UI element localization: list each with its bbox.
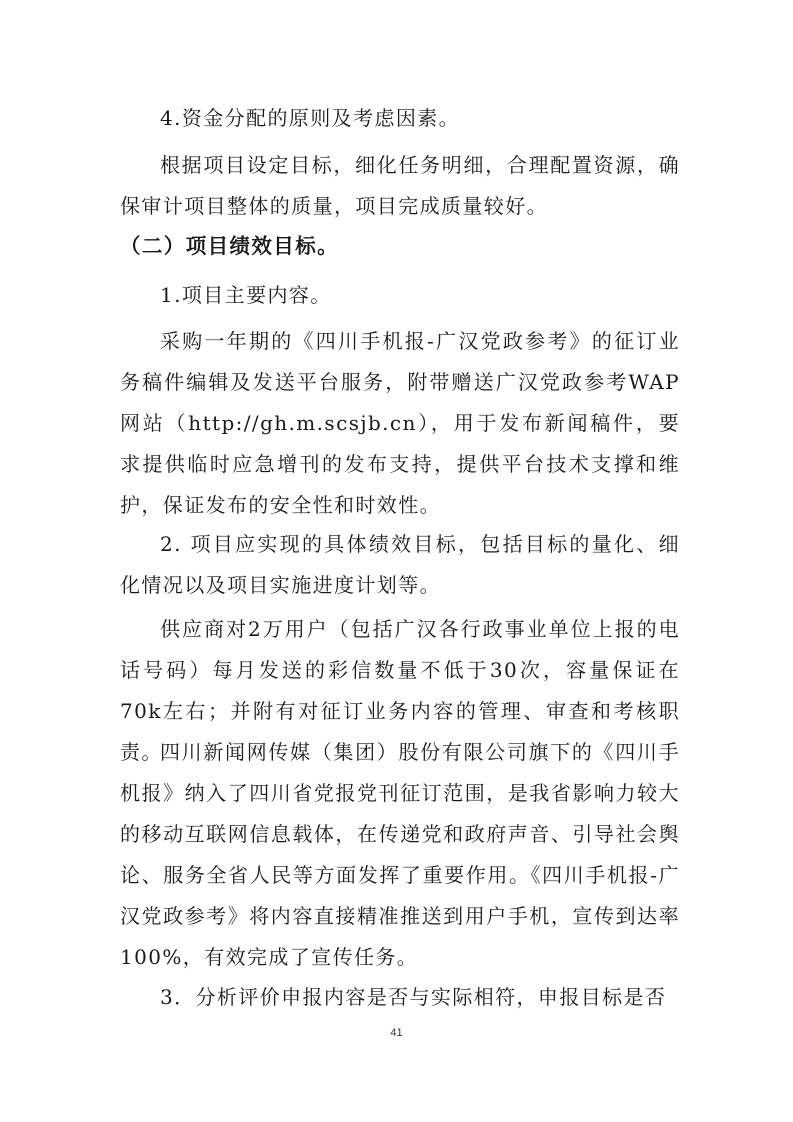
paragraph-analysis-heading: 3．分析评价申报内容是否与实际相符，申报目标是否	[160, 985, 667, 1009]
paragraph-fund-allocation-heading: 4.资金分配的原则及考虑因素。	[160, 106, 461, 130]
paragraph-main-content-heading: 1.项目主要内容。	[160, 283, 332, 307]
page-number: 41	[390, 1027, 403, 1039]
paragraph-specific-goals-heading: 2. 项目应实现的具体绩效目标，包括目标的量化、细化情况以及项目实施进度计划等。	[120, 532, 680, 597]
paragraph-supplier-requirements: 供应商对2万用户（包括广汉各行政事业单位上报的电话号码）每月发送的彩信数量不低于30次，容量保证在70k左右；并附有对征订业务内容的管理、审查和考核职责。	[120, 617, 680, 764]
paragraph-fund-allocation-body: 根据项目设定目标，细化任务明细，合理配置资源，确保审计项目整体的质量，项目完成质量较好。	[120, 153, 680, 218]
paragraph-sichuan-mobile-news: 四川新闻网传媒（集团）股份有限公司旗下的《四川手机报》纳入了四川省党报党刊征订范围，是我省影响力较大的移动互联网信息载体，在传递党和政府声音、引导社会舆论、服务全省人民等方面发挥了重要作用。《四川手机报-广汉党政参考》将内容直接精准推送到用户手机，宣传到达率100%，有效完成了宣传任务。	[120, 740, 680, 969]
section-heading-performance-goals: （二）项目绩效目标。	[120, 234, 339, 258]
paragraph-main-content-body: 采购一年期的《四川手机报-广汉党政参考》的征订业务稿件编辑及发送平台服务，附带赠送广汉党政参考WAP网站（http://gh.m.scsjb.cn），用于发布新闻稿件，要求提供临时应急增刊的发布支持，提供平台技术支撑和维护，保证发布的安全性和时效性。	[120, 329, 680, 517]
